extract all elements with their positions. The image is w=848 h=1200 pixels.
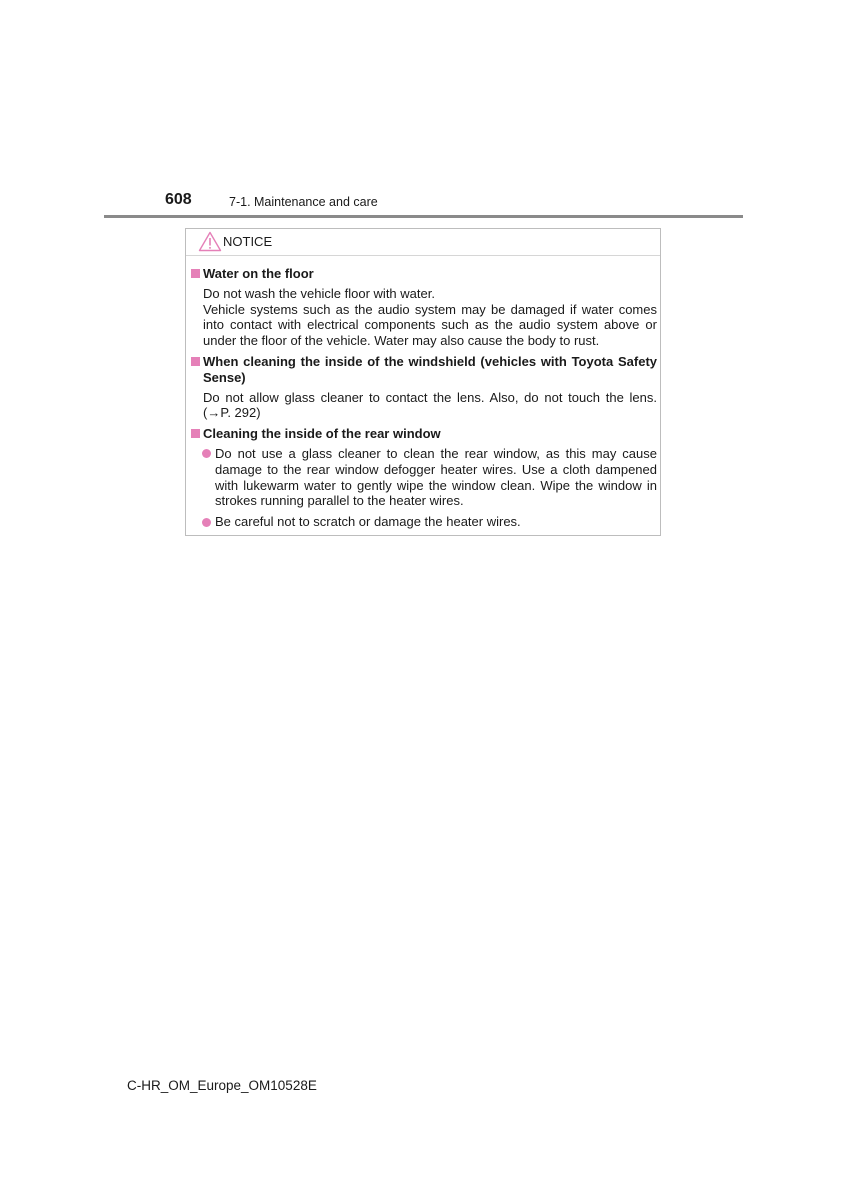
section-heading: When cleaning the inside of the windshield (vehicles with Toyota Safety Sense) xyxy=(190,354,657,386)
pink-bullet-icon xyxy=(202,449,211,458)
notice-header xyxy=(186,229,660,256)
paragraph: Do not allow glass cleaner to contact the lens. Also, do not touch the lens. (→P. 292) xyxy=(203,389,657,421)
pink-square-icon xyxy=(191,269,200,278)
section-heading: Water on the floor xyxy=(190,266,657,282)
notice-content xyxy=(190,266,657,530)
notice-box xyxy=(185,228,661,536)
document-code: C-HR_OM_Europe_OM10528E xyxy=(127,1078,317,1093)
pink-bullet-icon xyxy=(202,518,211,527)
page-number: 608 xyxy=(165,191,192,208)
pink-square-icon xyxy=(191,357,200,366)
header-divider xyxy=(104,215,743,218)
bullet-item: Do not use a glass cleaner to clean the rear window, as this may cause damage to the rear window defogger heater wires. Use a cloth dampened with lukewarm water to gently wipe the window clean. Wipe the window in strokes running parallel to the heater wires. xyxy=(190,446,657,509)
bullet-item: Be careful not to scratch or damage the heater wires. xyxy=(190,514,657,530)
paragraph: Do not wash the vehicle floor with water. xyxy=(203,285,435,301)
paragraph: Vehicle systems such as the audio system may be damaged if water comes into contact with electrical components such as the audio system above or under the floor of the vehicle. Water may also cause the body to rust. xyxy=(203,301,657,349)
warning-triangle-icon xyxy=(198,231,222,252)
pink-square-icon xyxy=(191,429,200,438)
notice-label: NOTICE xyxy=(223,234,273,249)
section-title: 7-1. Maintenance and care xyxy=(229,195,378,209)
section-heading: Cleaning the inside of the rear window xyxy=(190,426,657,442)
